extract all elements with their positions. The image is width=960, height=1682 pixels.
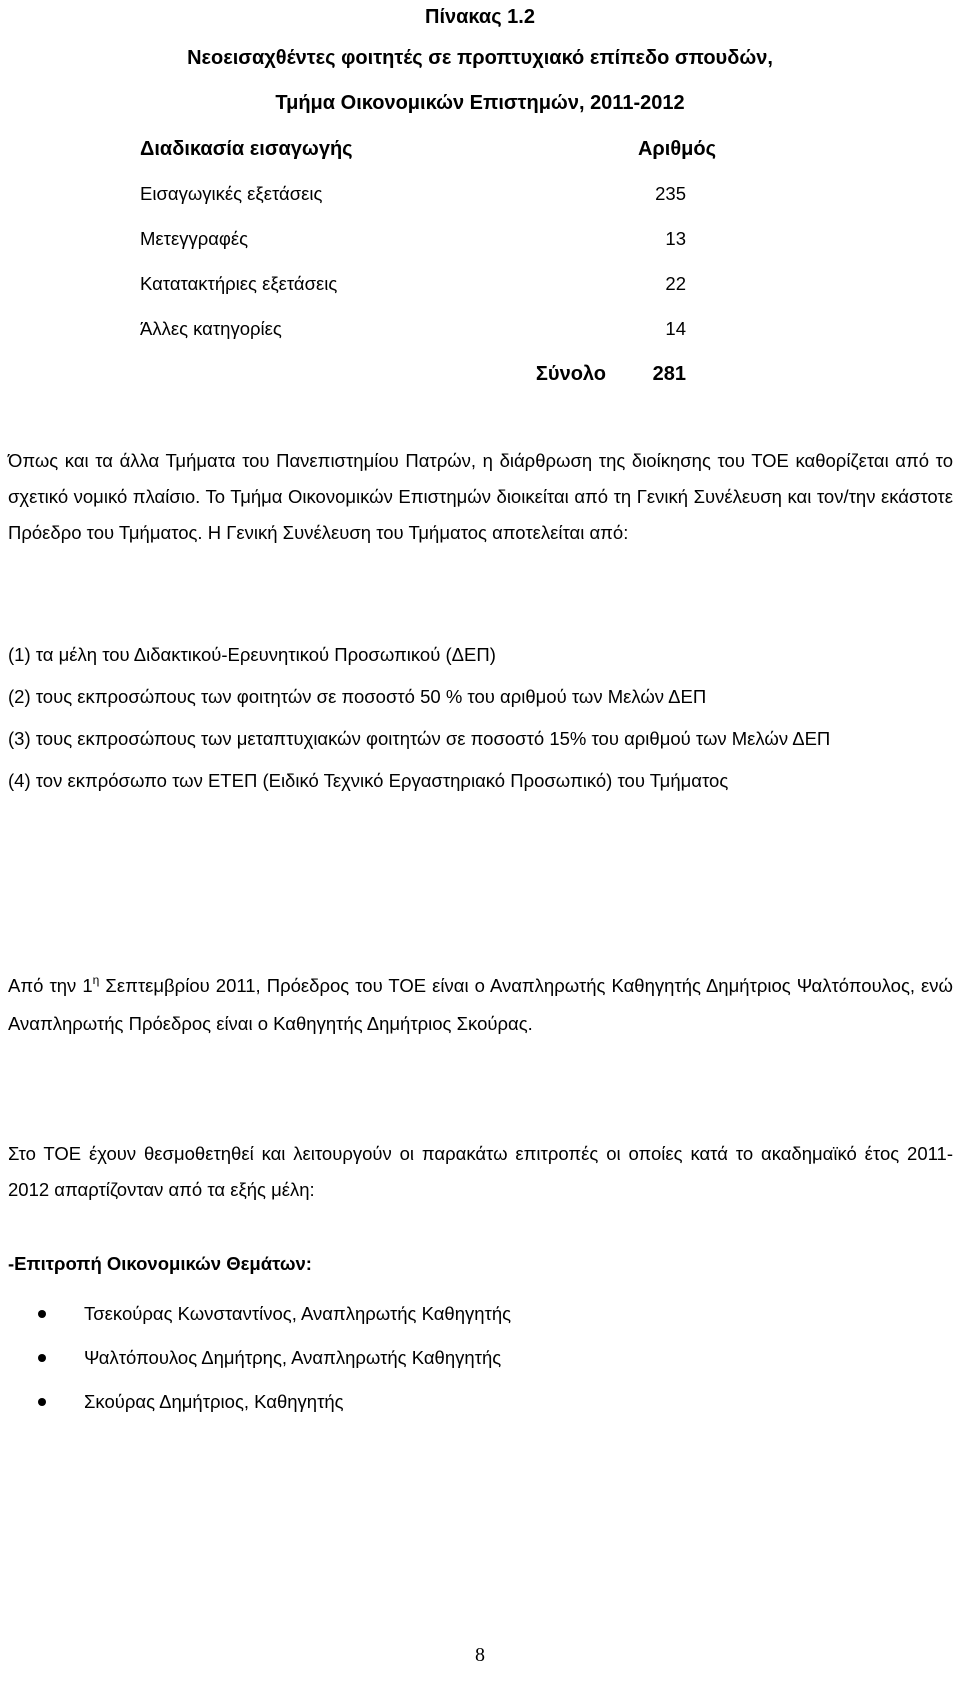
table-label: Πίνακας 1.2 (425, 6, 535, 28)
column-header-count: Αριθμός (637, 138, 716, 160)
table-heading-line-1: Νεοεισαχθέντες φοιτητές σε προπτυχιακό επίπεδο σπουδών, (187, 47, 773, 69)
admissions-header-row (140, 135, 716, 180)
committee-members-list (38, 1292, 511, 1424)
row-count: 14 (665, 318, 686, 339)
total-label: Σύνολο (535, 363, 606, 385)
bullet-icon (38, 1354, 46, 1362)
chair-text-end: Σεπτεμβρίου 2011, Πρόεδρος του ΤΟΕ είναι ο Αναπληρωτής Καθηγητής Δημήτριος Ψαλτόπουλος, ενώ Αναπληρωτής Πρόεδρος είναι ο Καθηγητής Δημήτριος Σκούρας. (8, 975, 953, 1034)
page-number: 8 (475, 1644, 485, 1666)
total-count: 281 (652, 363, 686, 385)
row-category: Κατατακτήριες εξετάσεις (140, 273, 338, 294)
table-row (140, 180, 716, 225)
admissions-table (140, 135, 716, 405)
bullet-icon (38, 1398, 46, 1406)
list-item (38, 1336, 511, 1380)
bullet-icon (38, 1310, 46, 1318)
table-row (140, 225, 716, 270)
ordinal-superscript: η (92, 973, 100, 987)
list-item (38, 1380, 511, 1424)
table-heading-line-2: Τμήμα Οικονομικών Επιστημών, 2011-2012 (275, 92, 685, 114)
assembly-composition-list (8, 637, 953, 799)
chair-text-start: Από την 1 (8, 975, 93, 996)
table-row (140, 315, 716, 360)
administration-paragraph: Όπως και τα άλλα Τμήματα του Πανεπιστημίου Πατρών, η διάρθρωση της διοίκησης του ΤΟΕ καθορίζεται από το σχετικό νομικό πλαίσιο. Το Τμήμα Οικονομικών Επιστημών διοικείται από τη Γενική Συνέλευση και τον/την εκάστοτε Πρόεδρο του Τμήματος. Η Γενική Συνέλευση του Τμήματος αποτελείται από: (8, 450, 953, 543)
member-name: Τσεκούρας Κωνσταντίνος, Αναπληρωτής Καθηγητής (84, 1303, 512, 1324)
list-item: (3) τους εκπροσώπους των μεταπτυχιακών φοιτητών σε ποσοστό 15% του αριθμού των Μελών ΔΕΠ (8, 728, 831, 749)
list-item: (2) τους εκπροσώπους των φοιτητών σε ποσοστό 50 % του αριθμού των Μελών ΔΕΠ (8, 686, 707, 707)
committee-title: -Επιτροπή Οικονομικών Θεμάτων: (8, 1253, 312, 1274)
admissions-total-row (140, 360, 716, 405)
list-item: (1) τα μέλη του Διδακτικού-Ερευνητικού Προσωπικού (ΔΕΠ) (8, 644, 496, 665)
chair-paragraph (8, 968, 953, 1042)
list-item (38, 1292, 511, 1336)
member-name: Σκούρας Δημήτριος, Καθηγητής (84, 1391, 344, 1412)
committees-paragraph: Στο ΤΟΕ έχουν θεσμοθετηθεί και λειτουργούν οι παρακάτω επιτροπές οι οποίες κατά το ακαδημαϊκό έτος 2011-2012 απαρτίζονταν από τα εξής μέλη: (8, 1143, 953, 1200)
member-name: Ψαλτόπουλος Δημήτρης, Αναπληρωτής Καθηγητής (84, 1347, 502, 1368)
row-count: 235 (655, 183, 686, 204)
row-count: 22 (665, 273, 686, 294)
column-header-category: Διαδικασία εισαγωγής (140, 138, 353, 160)
row-category: Άλλες κατηγορίες (140, 318, 282, 339)
row-category: Εισαγωγικές εξετάσεις (140, 183, 323, 204)
table-row (140, 270, 716, 315)
row-category: Μετεγγραφές (140, 228, 249, 249)
row-count: 13 (665, 228, 686, 249)
list-item: (4) τον εκπρόσωπο των ΕΤΕΠ (Ειδικό Τεχνικό Εργαστηριακό Προσωπικό) του Τμήματος (8, 770, 729, 791)
